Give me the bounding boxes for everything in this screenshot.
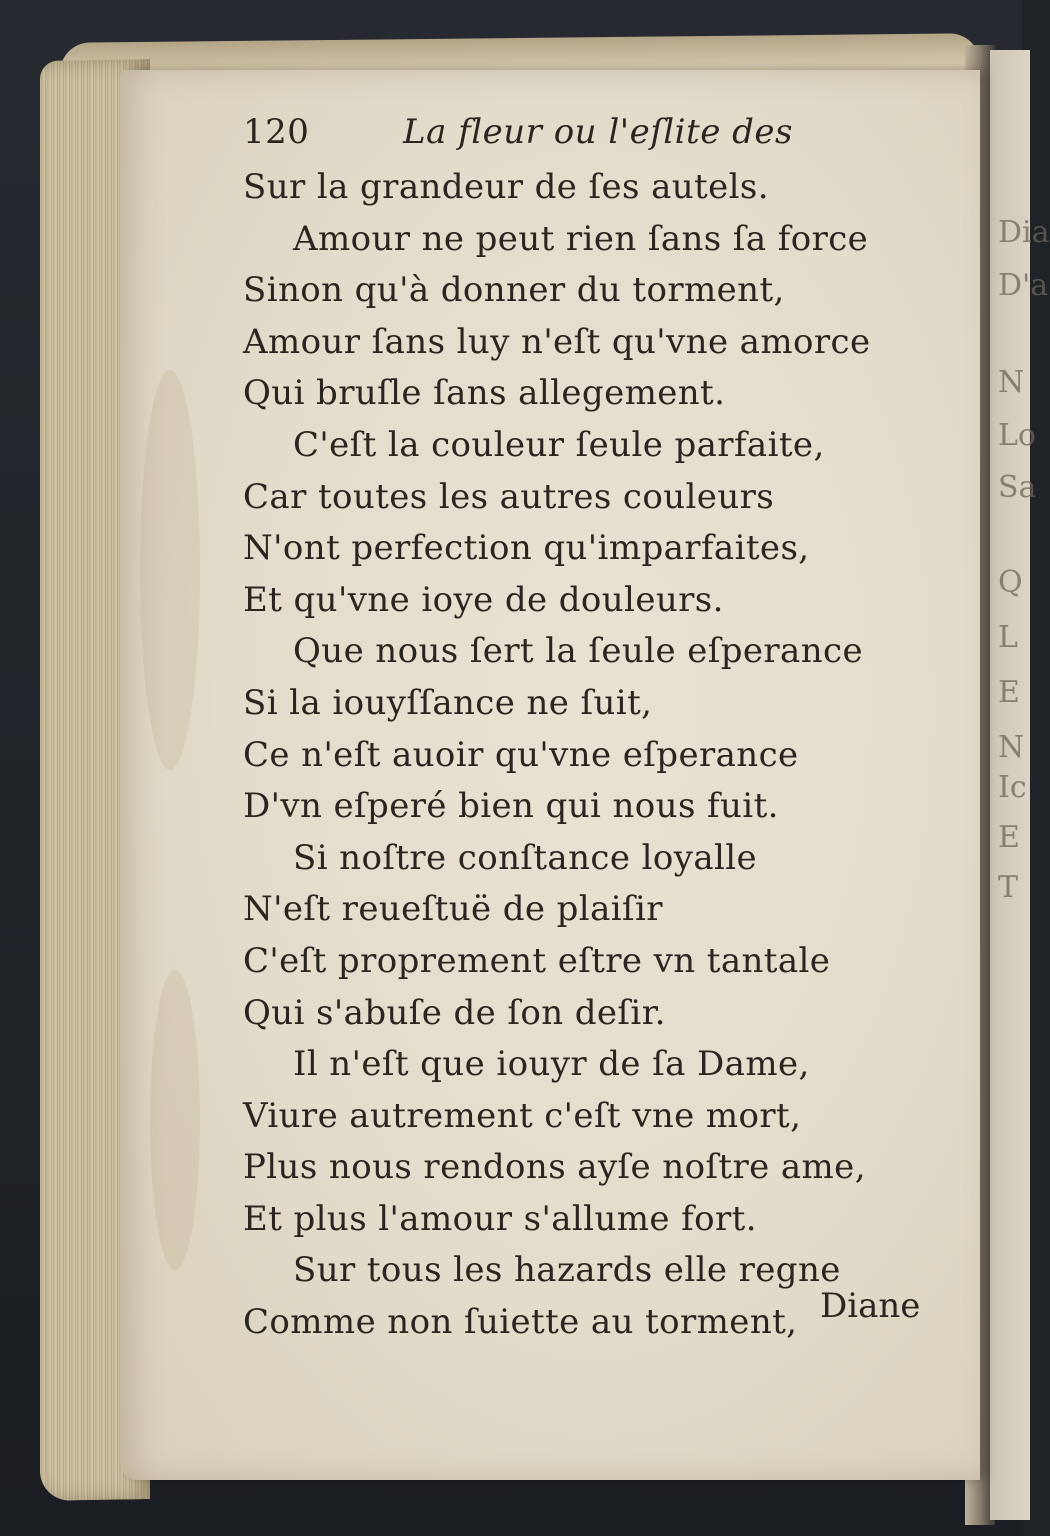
poem-line: Amour ſans luy n'eſt qu'vne amorce xyxy=(243,321,871,362)
page-number: 120 xyxy=(243,112,310,152)
facing-page-fragment: E xyxy=(998,675,1020,710)
poem-line: Comme non ſuiette au torment, xyxy=(243,1302,798,1343)
facing-page-fragment: D'a xyxy=(998,268,1049,303)
poem-line: D'vn eſperé bien qui nous fuit. xyxy=(243,786,779,827)
poem-line: C'eſt proprement eſtre vn tantale xyxy=(243,940,831,981)
facing-page-fragment: Lo xyxy=(998,418,1036,453)
poem-line: Et plus l'amour s'allume fort. xyxy=(243,1198,757,1239)
facing-page-fragment: Dia xyxy=(998,215,1050,250)
poem-line: Sur la grandeur de ſes autels. xyxy=(243,167,769,207)
facing-page-fragment: E xyxy=(998,820,1020,855)
facing-page-fragment: N xyxy=(998,365,1025,400)
poem-line: Plus nous rendons ayſe noſtre ame, xyxy=(243,1147,866,1188)
facing-page-fragment: N xyxy=(998,730,1025,765)
poem-line: Qui s'abuſe de ſon deſir. xyxy=(243,992,666,1033)
poem-line: Amour ne peut rien ſans ſa force xyxy=(293,218,869,259)
poem-line: Il n'eſt que iouyr de ſa Dame, xyxy=(293,1044,810,1085)
catchword: Diane xyxy=(820,1286,921,1326)
facing-page-fragment: L xyxy=(998,620,1018,655)
poem-line: Et qu'vne ioye de douleurs. xyxy=(243,579,724,620)
page-text xyxy=(243,112,943,1349)
poem-line: N'eſt reueſtuë de plaiſir xyxy=(243,889,663,930)
running-title: La fleur ou l'eſlite des xyxy=(403,112,793,152)
facing-page-fragment: Q xyxy=(998,565,1023,600)
facing-page-fragment: Ic xyxy=(998,770,1027,805)
poem-line: Que nous ſert la ſeule eſperance xyxy=(293,631,863,672)
poem-line: C'eſt la couleur ſeule parfaite, xyxy=(293,424,825,465)
poem-line: Si la iouyſſance ne ſuit, xyxy=(243,682,653,723)
poem-line: Sinon qu'à donner du torment, xyxy=(243,270,785,311)
poem-line: Car toutes les autres couleurs xyxy=(243,476,775,517)
facing-page-fragment: Sa xyxy=(998,470,1037,505)
facing-page-fragment: T xyxy=(998,870,1019,905)
poem xyxy=(243,162,943,1349)
poem-line: Ce n'eſt auoir qu'vne eſperance xyxy=(243,734,799,775)
page-stain xyxy=(150,970,200,1270)
page-header xyxy=(243,112,943,162)
poem-line: N'ont perfection qu'imparfaites, xyxy=(243,528,810,569)
poem-line: Viure autrement c'eſt vne mort, xyxy=(243,1095,802,1136)
poem-line: Qui bruſle ſans allegement. xyxy=(243,373,726,414)
poem-line: Si noſtre conſtance loyalle xyxy=(293,837,758,878)
poem-line: Sur tous les hazards elle regne xyxy=(293,1250,841,1291)
page-stain xyxy=(140,370,200,770)
facing-page xyxy=(990,50,1050,1520)
